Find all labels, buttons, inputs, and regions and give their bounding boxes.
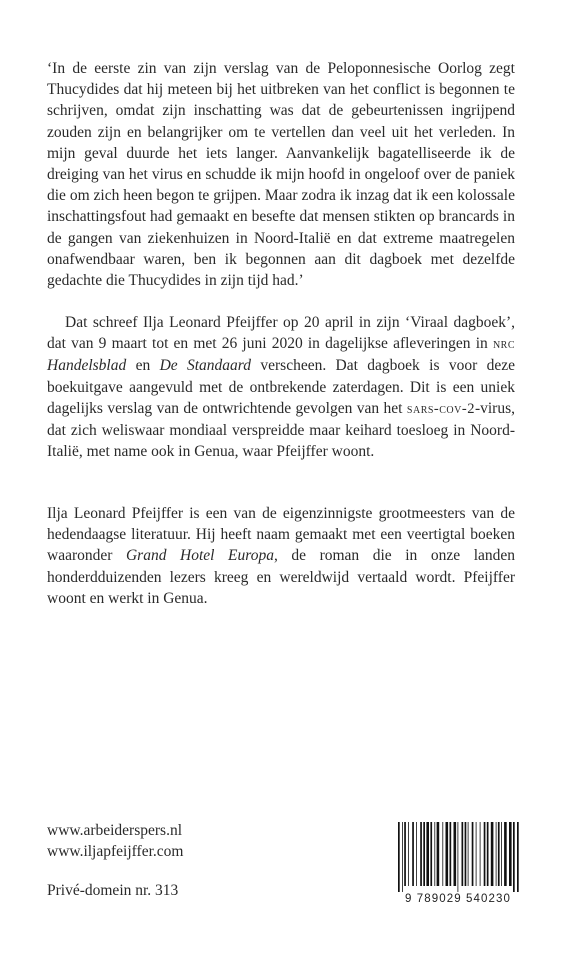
barcode-bar	[454, 822, 457, 886]
barcode-bar	[402, 822, 403, 892]
back-cover-quote	[47, 58, 515, 291]
isbn-barcode	[396, 822, 520, 907]
barcode-bar	[498, 822, 500, 886]
barcode-bar	[509, 822, 512, 886]
series-number: Privé-domein nr. 313	[47, 882, 179, 899]
newspaper-de-standaard: De Standaard	[159, 357, 252, 375]
blurb-text-c: -virus, dat zich weliswaar mondiaal verspreidde maar keihard toesloeg in Noord-Italië, met name ook in Genua, waar Pfeijffer woont.	[47, 399, 515, 461]
barcode-bar	[404, 822, 406, 886]
barcode-bars	[396, 822, 520, 892]
barcode-bar	[496, 822, 497, 886]
barcode-bar	[446, 822, 449, 886]
barcode-bar	[472, 822, 474, 886]
barcode-bar	[517, 822, 519, 892]
blurb-text-b: verscheen. Dat dagboek is voor deze boekuitgave aangevuld met de ontbrekende zaterdagen. Dit is een uniek dagelijks verslag van de ontwrichtende gevolgen van het	[47, 357, 515, 417]
barcode-bar	[468, 822, 469, 886]
blurb-paragraph	[47, 312, 515, 462]
barcode-bar	[513, 822, 515, 892]
nrc-smallcaps: nrc	[492, 336, 515, 353]
barcode-bar	[416, 822, 417, 886]
blurb-and: en	[126, 357, 160, 375]
barcode-bar	[423, 822, 425, 886]
bio-text-b: , de roman die in onze landen honderdduizenden lezers kreeg en wereldwijd vertaald wordt. Pfeijffer woont en werkt in Genua.	[47, 547, 516, 607]
bio-paragraph	[47, 503, 515, 609]
barcode-bar	[480, 822, 481, 886]
barcode-bar	[412, 822, 414, 886]
bio-text-a: Ilja Leonard Pfeijffer is een van de eigenzinnigste grootmeesters van de hedendaagse literatuur. Hij heeft naam gemaakt met een veertigtal boeken waaronder	[47, 505, 515, 565]
barcode-bar	[491, 822, 494, 886]
back-cover-blurb	[47, 312, 515, 462]
barcode-bar	[408, 822, 409, 886]
barcode-bar	[437, 822, 440, 886]
barcode-bar	[504, 822, 507, 886]
barcode-bar	[476, 822, 477, 886]
quote-paragraph: ‘In de eerste zin van zijn verslag van de Peloponnesische Oorlog zegt Thucydides dat hij meteen bij het uitbreken van het conflict is begonnen te schrijven, omdat zijn inschatting was dat de gebeurtenissen ingrijpend zouden zijn en belangrijker om te vertellen dan veel uit het verleden. In mijn geval duurde het iets langer. Aanvankelijk bagatelliseerde ik de dreiging van het virus en schudde ik mijn hoofd in ongeloof over de paniek die om zich heen begon te grijpen. Maar zodra ik inzag dat ik een kolossale inschattingsfout had gemaakt en besefte dat mensen stikten op brancards in de gangen van ziekenhuizen in Noord-Italië en dat extreme maatregelen onafwendbaar waren, ben ik begonnen aan dit dagboek met dezelfde gedachte die Thucydides in zijn tijd had.’	[47, 60, 515, 290]
barcode-bar	[458, 822, 459, 892]
barcode-bar	[462, 822, 464, 886]
barcode-bar	[420, 822, 422, 886]
isbn-number: 9 789029 540230	[404, 893, 512, 905]
barcode-bar	[426, 822, 429, 886]
link-arbeiderspers: www.arbeiderspers.nl	[47, 822, 183, 839]
barcode-bar	[484, 822, 486, 886]
barcode-bar	[398, 822, 400, 892]
barcode-bar	[450, 822, 452, 886]
link-iljapfeijffer: www.iljapfeijffer.com	[47, 843, 184, 860]
blurb-text-a: Dat schreef Ilja Leonard Pfeijffer op 20 april in zijn ‘Viraal dagboek’, dat van 9 maart tot en met 26 juni 2020 in dagelijkse afleveringen in	[47, 314, 515, 353]
barcode-bar	[501, 822, 502, 886]
virus-smallcaps: sars-cov-2	[406, 400, 475, 417]
newspaper-handelsblad: Handelsblad	[47, 357, 127, 375]
publisher-links	[47, 820, 183, 862]
barcode-bar	[487, 822, 489, 886]
book-title-grand-hotel-europa: Grand Hotel Europa	[125, 547, 274, 565]
barcode-bar	[434, 822, 435, 886]
author-bio	[47, 503, 515, 609]
barcode-bar	[430, 822, 432, 886]
barcode-bar	[442, 822, 443, 886]
barcode-bar	[465, 822, 467, 886]
